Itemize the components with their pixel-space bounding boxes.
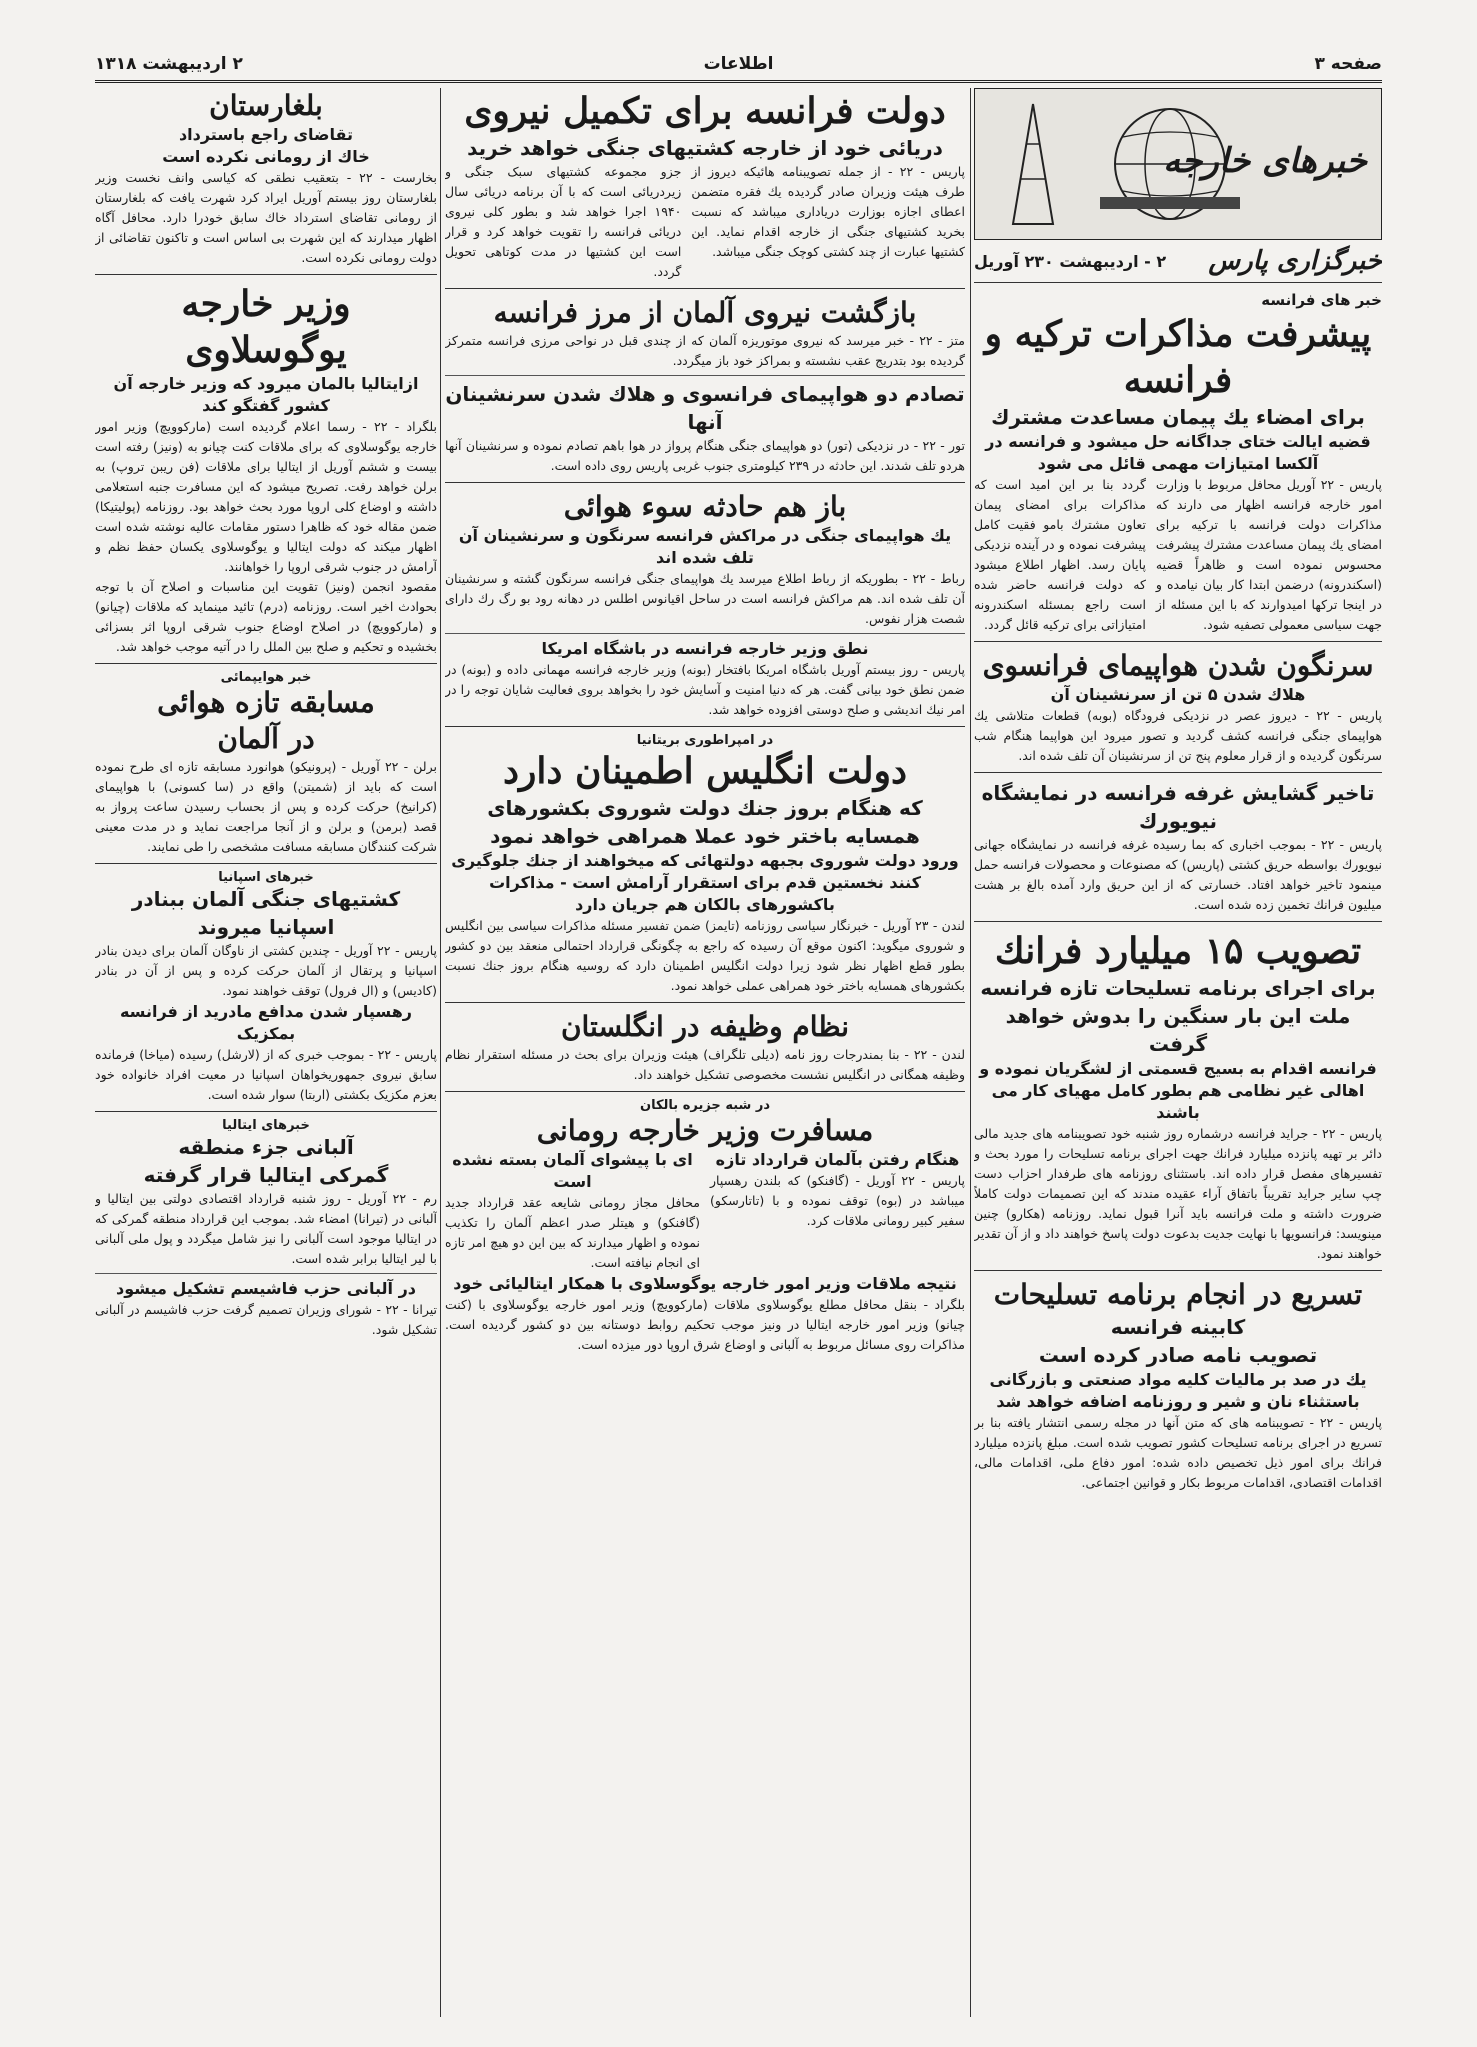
article-body: رباط - ۲۲ - بطوریکه از رباط اطلاع میرسد یك هواپیمای جنگی فرانسه سرنگون گشته و سرنشینان آن تلف شده اند. هم مراکش فرانسه است در ساحل اقیانوس اطلس در دهانه رود بو رگ رك دارای شصت هزار نفوس. xyxy=(445,571,965,626)
subheadline: فرانسه اقدام به بسیج قسمتی از لشگریان نموده و اهالی غیر نظامی هم بطور کامل مهیای کار می باشند xyxy=(979,1059,1377,1122)
page-number: صفحه ۳ xyxy=(1314,54,1382,74)
column-left xyxy=(95,88,437,2017)
headline: در آلبانی حزب فاشیسم تشکیل میشود xyxy=(115,1279,416,1298)
headline: بازگشت نیروی آلمان از مرز فرانسه xyxy=(493,296,917,329)
headline: دولت انگلیس اطمینان دارد xyxy=(503,750,907,792)
subheadline: نتیجه ملاقات وزیر امور خارجه یوگوسلاوی با همکار ایتالیائی خود xyxy=(453,1274,957,1293)
article-body: بلگراد - بنقل محافل مطلع یوگوسلاوی ملاقات (مارکوویچ) وزیر امور خارجه یوگوسلاوی با (کنت چیانو) وزیر امور خارجه ایتالیا در ونیز موجب تحکیم روابط دوستانه بین دو کشور گردیده است. مذاکرات روی مسائل مربوط به آلبانی و اوضاع شرق اروپا دور میزده است. xyxy=(445,1297,965,1352)
subheadline: که هنگام بروز جنك دولت شوروی بکشورهای xyxy=(487,796,923,820)
headline: نطق وزیر خارجه فرانسه در باشگاه امریکا xyxy=(541,639,869,658)
issue-date: ۲ اردیبهشت ۱۳۱۸ xyxy=(95,54,243,74)
section-tag: خبر های فرانسه xyxy=(1261,291,1382,309)
article-body: گردد بنا بر این امید است که مذاکرات برای امضای پیمان تعاون مشترك بامو فقیت کامل پیشرفت نموده و در آینده نزدیکی پایان رسد. اظهار اطلاع میشود که دولت فرانسه حاضر شده است راجع بمسئله اسکندرونه امتیازاتی برای ترکیه قائل گردد. xyxy=(974,477,1146,632)
article-body: پاریس - ۲۲ - تصویبنامه های که متن آنها در مجله رسمی انتشار یافته بنا بر تسریع در اجرای برنامه تسلیحات کشور تصویب شده است. مبلغ پانزده میلیارد فرانك برای امور ذیل تخصیص داده شده: امور دفاع ملی، اقدامات مالی، اقدامات اقتصادی، اقدامات مربوط بکار و قوانین اجتماعی. xyxy=(974,1415,1382,1490)
article-body: پاریس - ۲۲ - جراید فرانسه درشماره روز شنبه خود تصویبنامه های جدید مالی دائر بر تهیه پانزده میلیارد فرانك جهت اجرای برنامه تسلیحات را مورد بحث و تفسیرهای مفصل قرار داده اند. باستثنای روزنامه های طرفدار احزاب دست چپ سایر جراید تقریباً باتفاق آراء عقیده مندند که این تصمیمات دولت کاملاً ضرورت داشته و ملت فرانسه باید آنرا قبول نماید. روزنامه (هکارو) چنین مینویسد: فرانسویها با نهایت جدیت بدعوت دولت پاسخ خواهند داد و از آن تقدیر خواهند نمود. xyxy=(974,1126,1382,1261)
subheadline: کابینه فرانسه xyxy=(1110,1315,1246,1339)
article-body: پاریس - ۲۲ - دیروز عصر در نزدیکی فرودگاه (بوبه) قطعات متلاشی یك هواپیمای جنگی فرانسه کشف گردید و تصور میرود این هواپیما هنگام شب سرنگون گردیده و از قرار معلوم پنج تن از سرنشینان آن تلف شده اند. xyxy=(974,708,1382,763)
headline: تصویب ۱۵ میلیارد فرانك xyxy=(994,930,1362,972)
article-body: لندن - ۲۳ آوریل - خبرنگار سیاسی روزنامه (تایمز) ضمن تفسیر مسئله مذاکرات سیاسی بین انگلیس و شوروی میگوید: اکنون موقع آن رسیده که راجع به چگونگی قرارداد احتمالی منعقد بین دو کشور بطور قطع اظهار نظر شود زیرا دولت انگلیس اطمینان دارد که روسیه هنگام بروز جنك نسبت بکشورهای همسایه باختر خود همراهی عملی خواهد نمود. xyxy=(445,918,965,993)
article-body: پاریس - ۲۲ آوریل - (گافنکو) که بلندن رهسپار میباشد در (بوه) توقف نموده و با (تاتارسکو) سفیر کبیر رومانی ملاقات کرد. xyxy=(710,1173,965,1228)
logo-title: خبرهای خارجه xyxy=(1163,141,1367,181)
headline: تصادم دو هواپیمای فرانسوی و هلاك شدن سرنشینان آنها xyxy=(445,382,965,434)
article-body: برلن - ۲۲ آوریل - (پرونیکو) هوانورد مسابقه تازه ای طرح نموده است که باید از (شمیتن) واقع در (سا کسونی) با هواپیمای (کرانیخ) حرکت کرده و پس از بحساب رسیدن ساعت پرواز به قصد (برمن) و برلن و از آنجا مراجعت نماید و در مدت معینی شرکت کنندگان مسابقه مسافت مشخصی را طی نمایند. xyxy=(95,759,437,854)
article-body: تیرانا - ۲۲ - شورای وزیران تصمیم گرفت حزب فاشیسم در آلبانی تشکیل شود. xyxy=(95,1302,437,1337)
headline: نظام وظیفه در انگلستان xyxy=(560,1010,850,1043)
headline: آلبانی جزء منطقه xyxy=(178,1135,354,1159)
headline: اسپانیا میروند xyxy=(197,915,335,939)
headline: گمرکی ایتالیا قرار گرفته xyxy=(143,1163,389,1187)
article-body: بلگراد - ۲۲ - رسما اعلام گردیده است (مارکوویچ) وزیر امور خارجه یوگوسلاوی که برای ملاقات کنت چیانو به (ونیز) رفته است بیست و ششم آوریل از ایتالیا برای ملاقات (فن ریبن تروپ) به برلن خواهد رفت. تصریح میشود که این مسافرت جنبه استعلامی داشته و اوضاع کلی اروپا مورد بحث خواهد بود. روزنامه (پولیتیکا) ضمن مقاله خود که ظاهرا دستور مقامات عالیه نوشته شده است اظهار میکند که دولت ایتالیا و یوگوسلاوی یکسان حفظ نظم و آرامش در جنوب شرقی اروپا را خواهانند. xyxy=(95,419,437,574)
article-body: محافل مجاز رومانی شایعه عقد قرارداد جدید (گافنکو) و هیتلر صدر اعظم آلمان را تکذیب نموده و اظهار میدارند که بین این دو هیچ امر تازه ای انجام نیافته است. xyxy=(445,1195,700,1270)
subheadline: ازایتالیا بالمان میرود که وزیر خارجه آن کشور گفتگو کند xyxy=(113,374,419,415)
headline: پیشرفت مذاکرات ترکیه و فرانسه xyxy=(984,313,1372,401)
column-middle xyxy=(445,88,965,2017)
subheadline: تقاضای راجع باسترداد xyxy=(178,125,354,144)
article-body: پاریس - ۲۲ آوریل - چندین کشتی از ناوگان آلمان برای دیدن بنادر اسپانیا و پرتقال از آلمان حرکت کرده و پس از آن در بنادر (کادیس) و (ال فرول) توقف خواهند نمود. xyxy=(95,943,437,998)
column-rule xyxy=(440,88,441,2017)
column-right xyxy=(974,88,1382,2017)
section-tag: در شبه جزیره بالکان xyxy=(640,1098,770,1113)
article-body: پاریس - ۲۲ آوریل محافل مربوط با وزارت امور خارجه فرانسه اظهار می دارند که مذاکرات دولت فرانسه با ترکیه برای امضای یك پیمان مساعدت مشترك پیشرفت محسوس نموده است و ظاهراً قضیه (اسکندرونه) درضمن ابتدا کار بیان نیامده و در اینجا ترکها امیدوارند که با این مسئله از جهت سیاسی معمولی تصفیه شود. xyxy=(1155,477,1382,632)
article-body: مقصود انجمن (ونیز) تقویت این مناسبات و اصلاح آن با توجه بحوادث اخیر است. روزنامه (درم) تائید مینماید که ملاقات (چیانو) و (مارکوویچ) در اصلاح اوضاع جنوب شرقی اروپا اثر بسزائی بخشیده و تحکیم و صلح بین الملل را در آتیه موجب خواهد شد. xyxy=(95,579,437,654)
headline: در آلمان xyxy=(217,722,315,755)
article-body: پاریس - ۲۲ - بموجب خبری که از (لارشل) رسیده (میاخا) فرمانده سابق نیروی جمهوریخواهان اسپانیا در معیت افراد خانواده خود بعزم مکزیک بکشتی (اربتا) سوار شده است. xyxy=(95,1047,437,1102)
subheadline: همسایه باختر خود عملا همراهی خواهد نمود xyxy=(490,824,920,848)
subheadline: ورود دولت شوروی بجبهه دولتهائی که میخواهند از جنك جلوگیری کنند نخستین قدم برای استقرار آرامش است - مذاکرات باکشورهای بالکان هم جریان دارد xyxy=(451,851,959,914)
headline: وزیر خارجه xyxy=(181,283,351,325)
subheadline: ملت این بار سنگین را بدوش خواهد گرفت xyxy=(1005,1004,1351,1056)
subheadline: دریائی خود از خارجه کشتیهای جنگی خواهد خرید xyxy=(467,136,943,160)
subheadline: یك هواپیمای جنگی در مراکش فرانسه سرنگون و سرنشینان آن تلف شده اند xyxy=(458,526,952,567)
agency-line xyxy=(974,246,1382,276)
paper-name: اطلاعات xyxy=(703,54,774,74)
section-tag: خبرهای ایتالیا xyxy=(222,1118,310,1133)
headline: تاخیر گشایش غرفه فرانسه در نمایشگاه نیویورك xyxy=(981,781,1375,833)
article-body: جزو مجموعه کشتیهای سبک جنگی و زیردریائی است که با آن برنامه دریائی سال ۱۹۴۰ اجرا خواهد شد و بطور کلی نیروی دریائی فرانسه را تقویت خواهد کرد و قرار است این کشتیها در مدت کوتاهی تحویل گردد. xyxy=(445,164,682,279)
article-body: متز - ۲۲ - خبر میرسد که نیروی موتوریزه آلمان که از چندی قبل در نواحی مرزی فرانسه متمرکز گردیده بود بتدریج عقب نشسته و بمراکز خود باز میگردد. xyxy=(445,333,965,368)
agency-name: خبرگزاری پارس xyxy=(1208,246,1382,276)
headline: بلغارستان xyxy=(209,89,323,122)
section-tag: خبرهای اسپانیا xyxy=(218,870,314,885)
subheadline: هنگام رفتن بآلمان قرارداد تازه xyxy=(715,1150,960,1169)
section-tag: در امپراطوری بریتانیا xyxy=(636,733,774,748)
article-body: پاریس - ۲۲ - از جمله تصویبنامه هائیکه دیروز از طرف هیئت وزیران صادر گردیده یك فقره متضمن اعطای اجازه بوزارت دریاداری میباشد که نسبت بخرید کشتیهای جنگی از خارجه اقدام نماید. این کشتیها عبارت از چند کشتی کوچک جنگی میباشد. xyxy=(691,164,965,259)
headline: یوگوسلاوی xyxy=(185,329,347,371)
subheadline: برای اجرای برنامه تسلیحات تازه فرانسه xyxy=(980,976,1376,1000)
headline: مسافرت وزیر خارجه رومانی xyxy=(536,1114,874,1147)
headline: تسریع در انجام برنامه تسلیحات xyxy=(993,1278,1363,1311)
radio-tower-icon xyxy=(993,99,1073,229)
article-body: رم - ۲۲ آوریل - روز شنبه قرارداد اقتصادی دولتی بین ایتالیا و آلبانی در (تیرانا) امضاء شد. بموجب این قرارداد منطقه گمرکی که در ایتالیا موجود است آلبانی را نیز شامل میگردد و پول ملی آلبانی با لیر ایتالیا برابر شده است. xyxy=(95,1191,437,1266)
agency-date: ۲ - اردیبهشت ۲۳۰ آوریل xyxy=(974,251,1167,271)
section-tag: خبر هوایپمائی xyxy=(220,670,312,685)
article-body: پاریس - ۲۲ - بموجب اخباری که بما رسیده غرفه فرانسه در نمایشگاه جهانی نیویورك بواسطه حریق کشتی (پاریس) که مصنوعات و محصولات فرانسه حمل مینمود تاخیر خواهد افتاد. خسارتی که از این حریق وارد آمده بالغ بر هشت میلیون فرانك تخمین زده شده است. xyxy=(974,837,1382,912)
article-body: تور - ۲۲ - در نزدیکی (تور) دو هواپیمای جنگی هنگام پرواز در هوا باهم تصادم نموده و سرنشینان آنها هردو تلف شدند. این حادثه در ۲۳۹ کیلومتری جنوب غربی پاریس روی داده است. xyxy=(445,438,965,473)
subheadline: تصویب نامه صادر کرده است xyxy=(1038,1343,1318,1367)
column-rule xyxy=(970,88,971,2017)
headline: رهسپار شدن مدافع مادرید از فرانسه بمکزیک xyxy=(119,1002,413,1043)
article-body: بخارست - ۲۲ - بتعقیب نطقی که کیاسی وانف نخست وزیر بلغارستان روز بیستم آوریل ایراد کرد شهرت یافت که بلغارستان از رومانی تقاضای استرداد خاك سابق خودرا دارد. محافل آگاه اظهار میدارند که این شهرت بی اساس است و تاکنون تقاضائی از دولت رومانی نکرده است. xyxy=(95,170,437,265)
headline: مسابقه تازه هوائی xyxy=(157,686,375,719)
headline: کشتیهای جنگی آلمان ببنادر xyxy=(131,887,401,911)
article-body: پاریس - روز بیستم آوریل باشگاه امریکا بافتخار (بونه) وزیر خارجه فرانسه مهمانی داده و (بونه) در ضمن نطق خود بیانی گفت. هر که دنیا امنیت و آسایش خود را بخواهد بروی فعالیت شایان توجه را در امر نیك اندیشی و صلح دوستی افزوده خواهد شد. xyxy=(445,662,965,717)
subheadline: یك در صد بر مالیات کلیه مواد صنعتی و بازرگانی باستثناء نان و شیر و روزنامه اضافه خواهد شد xyxy=(989,1370,1367,1411)
headline: سرنگون شدن هواپیمای فرانسوی xyxy=(982,649,1374,682)
masthead xyxy=(95,50,1382,83)
article-body: لندن - ۲۲ - بنا بمندرجات روز نامه (دیلی تلگراف) هیئت وزیران برای بحث در مسئله استقرار نظام وظیفه همگانی در انگلیس نشست مخصوصی تشکیل خواهند داد. xyxy=(445,1047,965,1082)
subheadline: قضیه ایالت ختای جداگانه حل میشود و فرانسه در آلکسا امتیازات مهمی قائل می شود xyxy=(985,432,1371,473)
subheadline: هلاك شدن ۵ تن از سرنشینان آن xyxy=(1050,685,1306,704)
subheadline: برای امضاء یك پیمان مساعدت مشترك xyxy=(991,405,1365,429)
headline: دولت فرانسه برای تکمیل نیروی xyxy=(464,90,946,132)
foreign-news-logo xyxy=(974,88,1382,240)
headline: باز هم حادثه سوء هوائی xyxy=(563,490,847,523)
subheadline: ای با پیشوای آلمان بسته نشده است xyxy=(452,1150,693,1191)
subheadline: خاك از رومانی نکرده است xyxy=(162,147,370,166)
